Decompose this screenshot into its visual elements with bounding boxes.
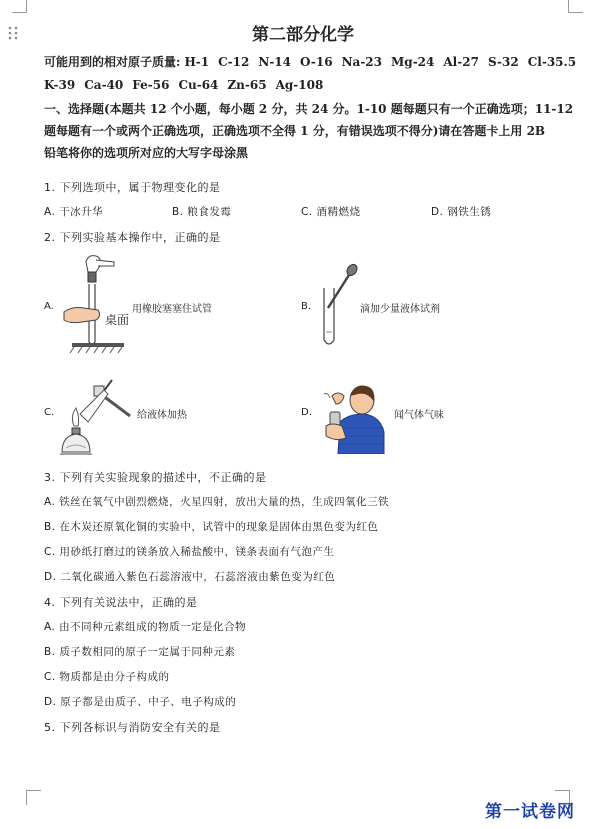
q2-option-a-label: 用橡胶塞塞住试管 xyxy=(132,304,212,315)
q1-option-d: D. 钢铁生锈 xyxy=(431,206,492,218)
atomic-masses-prefix: 可能用到的相对原子质量: xyxy=(44,55,181,69)
section-instructions xyxy=(44,98,574,164)
q1-option-c: C. 酒精燃烧 xyxy=(301,206,361,218)
mass-item: O-16 xyxy=(300,55,333,69)
mass-item: Al-27 xyxy=(443,55,479,69)
q2-option-b-label: 滴加少量液体试剂 xyxy=(360,304,440,315)
mass-item: Na-23 xyxy=(341,55,383,69)
atomic-masses-line2 xyxy=(44,78,332,92)
q2-option-c-letter: C. xyxy=(44,407,55,418)
mass-item: N-14 xyxy=(258,55,291,69)
q2-option-c-label: 给液体加热 xyxy=(137,410,187,421)
mass-item: K-39 xyxy=(44,78,76,92)
corner-mark-top-right xyxy=(568,0,583,13)
q1-option-a: A. 干冰升华 xyxy=(44,206,104,218)
q2-option-a-letter: A. xyxy=(44,301,54,312)
instruction-line: 一、选择题(本题共 12 个小题，每小题 2 分，共 24 分。1-10 题每题只有一个正确选项；11-12 xyxy=(44,102,574,116)
mass-item: Ag-108 xyxy=(275,78,324,92)
question-3-stem: 3. 下列有关实验现象的描述中，不正确的是 xyxy=(44,471,267,484)
question-5-stem: 5. 下列各标识与消防安全有关的是 xyxy=(44,721,221,734)
stopper-test-tube-illustration xyxy=(58,250,128,355)
instruction-line: 铅笔将你的选项所对应的大写字母涂黑 xyxy=(44,146,249,160)
desk-label: 桌面 xyxy=(105,313,130,327)
question-4-stem: 4. 下列有关说法中，正确的是 xyxy=(44,596,198,609)
q1-option-b: B. 粮食发霉 xyxy=(172,206,232,218)
smelling-gas-illustration xyxy=(318,378,390,454)
q3-option-d: D. 二氧化碳通入紫色石蕊溶液中，石蕊溶液由紫色变为红色 xyxy=(44,571,336,583)
instruction-line: 题每题有一个或两个正确选项，正确选项不全得 1 分，有错误选项不得分)请在答题卡上用 2B xyxy=(44,124,546,138)
q4-option-b: B. 质子数相同的原子一定属于同种元素 xyxy=(44,646,236,658)
q3-option-b: B. 在木炭还原氧化铜的实验中，试管中的现象是固体由黑色变为红色 xyxy=(44,521,379,533)
dropper-illustration xyxy=(318,262,360,350)
corner-mark-bottom-left xyxy=(26,790,41,805)
q3-option-c: C. 用砂纸打磨过的镁条放入稀盐酸中，镁条表面有气泡产生 xyxy=(44,546,335,558)
q4-option-c: C. 物质都是由分子构成的 xyxy=(44,671,170,683)
mass-item: Ca-40 xyxy=(84,78,124,92)
q2-option-d-letter: D. xyxy=(301,407,312,418)
mass-item: Cu-64 xyxy=(178,78,219,92)
mass-item: Cl-35.5 xyxy=(527,55,577,69)
footer-logo: 第一试卷网 xyxy=(485,802,575,822)
q4-option-d: D. 原子都是由质子、中子、电子构成的 xyxy=(44,696,237,708)
corner-mark-top-left xyxy=(12,0,27,13)
q2-option-b-letter: B. xyxy=(301,301,312,312)
mass-item: H-1 xyxy=(184,55,210,69)
page-title: 第二部分化学 xyxy=(252,25,354,45)
mass-item: Fe-56 xyxy=(132,78,170,92)
mass-item: Mg-24 xyxy=(391,55,435,69)
q4-option-a: A. 由不同种元素组成的物质一定是化合物 xyxy=(44,621,247,633)
q2-option-d-label: 闻气体气味 xyxy=(394,410,444,421)
mass-item: Zn-65 xyxy=(227,78,267,92)
drag-handle-icon[interactable] xyxy=(7,25,19,41)
mass-item: S-32 xyxy=(487,55,519,69)
atomic-masses-line1 xyxy=(44,53,576,70)
heating-liquid-illustration xyxy=(58,372,138,460)
question-2-stem: 2. 下列实验基本操作中，正确的是 xyxy=(44,231,221,244)
q3-option-a: A. 铁丝在氧气中剧烈燃烧，火星四射，放出大量的热，生成四氧化三铁 xyxy=(44,496,390,508)
question-1-stem: 1. 下列选项中，属于物理变化的是 xyxy=(44,181,221,194)
mass-item: C-12 xyxy=(218,55,250,69)
